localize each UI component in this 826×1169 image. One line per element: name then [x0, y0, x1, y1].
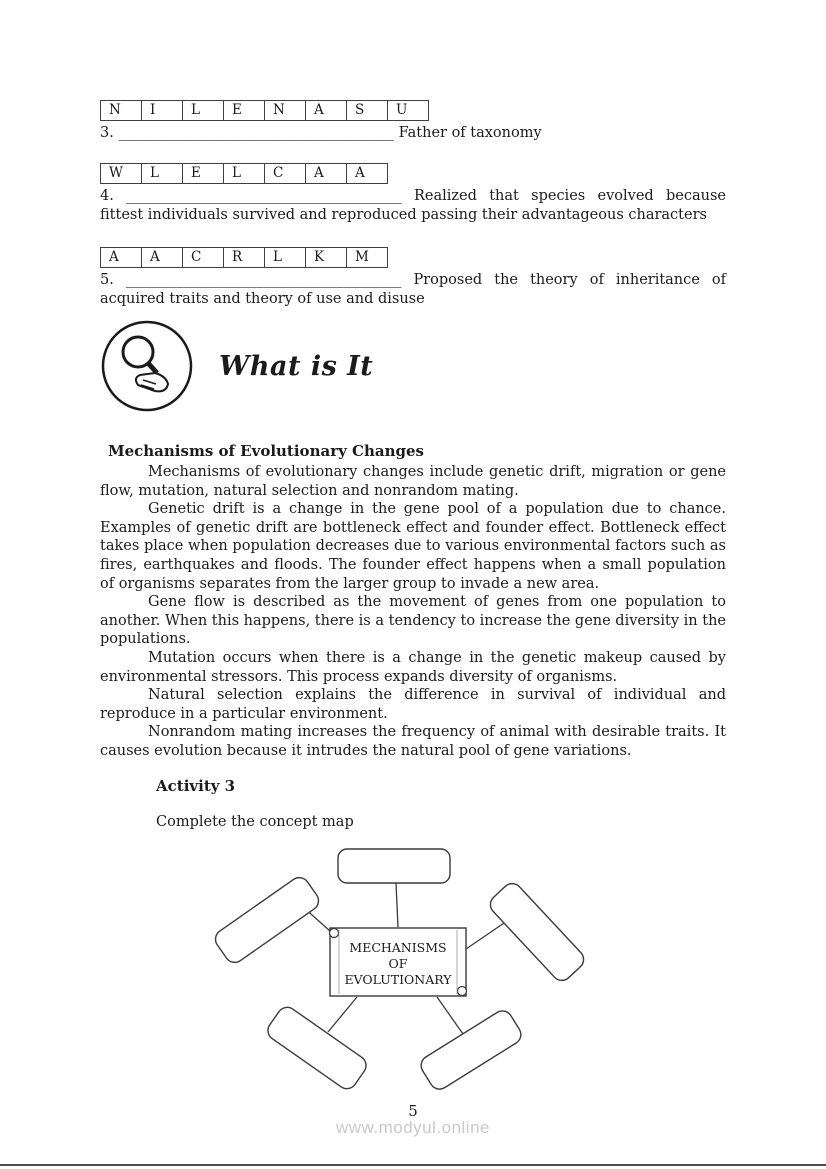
- paragraph-5: Natural selection explains the difference in survival of individual and reproduce in a particular environment.: [100, 687, 726, 722]
- clue-text: Proposed the theory of inheritance of acquired traits and theory of use and disuse: [100, 272, 727, 307]
- letter-cell: L: [141, 163, 183, 184]
- concept-map: [100, 842, 726, 1098]
- letter-cell: A: [305, 163, 347, 184]
- letter-cell: W: [100, 163, 142, 184]
- letter-cell: U: [387, 100, 429, 121]
- letter-cell: R: [223, 247, 265, 268]
- letter-cell: L: [264, 247, 306, 268]
- paragraph-4: Mutation occurs when there is a change in the genetic makeup caused by environmental stressors. This process expands diversity of organisms.: [100, 649, 726, 685]
- letter-cell: A: [141, 247, 183, 268]
- connector-bottom-right: [437, 997, 463, 1034]
- letter-tile-row-5: [100, 247, 726, 268]
- clue-text: Father of taxonomy: [398, 125, 542, 141]
- letter-cell: A: [346, 163, 388, 184]
- connector-upper-right: [466, 921, 507, 949]
- paragraph-1: Mechanisms of evolutionary changes include genetic drift, migration or gene flow, mutation, natural selection and nonrandom mating.: [100, 464, 726, 499]
- answer-blank: ______________________________________: [126, 188, 402, 204]
- concept-box-upper-right: [486, 879, 587, 984]
- letter-cell: A: [305, 100, 347, 121]
- central-scroll: [330, 928, 467, 996]
- letter-cell: L: [182, 100, 224, 121]
- clue-line-5: [100, 271, 726, 309]
- clue-text: Realized that species evolved because fittest individuals survived and reproduced passing their advantageous characters: [100, 188, 727, 223]
- answer-blank: ______________________________________: [118, 125, 394, 141]
- letter-cell: I: [141, 100, 183, 121]
- paragraph-3: Gene flow is described as the movement of genes from one population to another. When this happens, there is a tendency to increase the gene diversity in the populations.: [100, 594, 726, 648]
- magnifier-icon: [100, 319, 195, 414]
- paragraph-6: Nonrandom mating increases the frequency of animal with desirable traits. It causes evolution because it intrudes the natural pool of gene variations.: [100, 724, 726, 759]
- clue-line-3: [100, 124, 726, 143]
- answer-blank: ______________________________________: [125, 272, 402, 288]
- connector-top: [396, 883, 398, 927]
- letter-cell: C: [182, 247, 224, 268]
- activity-title: Activity 3: [156, 776, 236, 795]
- scroll-text-line1: MECHANISMS: [349, 939, 447, 955]
- item-number: 4.: [100, 188, 114, 204]
- scroll-text-line2: OF: [388, 955, 408, 971]
- letter-cell: A: [100, 247, 142, 268]
- letter-tile-row-4: [100, 163, 726, 184]
- letter-cell: E: [182, 163, 224, 184]
- connector-bottom-left: [328, 997, 357, 1032]
- letter-tile-row-3: [100, 100, 726, 121]
- letter-cell: M: [346, 247, 388, 268]
- letter-cell: N: [264, 100, 306, 121]
- paragraph-2: Genetic drift is a change in the gene pool of a population due to chance. Examples of genetic drift are bottleneck effect and founder effect. Bottleneck effect takes place when population decreases due to various environmental factors such as fires, earthquakes and floods. The founder effect happens when a small population of organisms separates from the larger group to invade a new area.: [100, 501, 726, 592]
- letter-cell: S: [346, 100, 388, 121]
- concept-box-upper-left: [212, 873, 323, 966]
- concept-box-bottom-left: [264, 1003, 370, 1092]
- letter-cell: E: [223, 100, 265, 121]
- concept-box-bottom-right: [417, 1007, 524, 1093]
- letter-cell: C: [264, 163, 306, 184]
- clue-line-4: [100, 187, 726, 225]
- watermark: www.modyul.online: [335, 1118, 490, 1137]
- content-heading: Mechanisms of Evolutionary Changes: [108, 442, 424, 460]
- concept-map-diagram: [170, 842, 690, 1098]
- item-number: 5.: [100, 272, 114, 288]
- item-number: 3.: [100, 125, 114, 141]
- scroll-text-line3: EVOLUTIONARY: [344, 971, 452, 987]
- letter-cell: N: [100, 100, 142, 121]
- what-is-it-banner: [100, 319, 726, 414]
- page-bottom-edge: [0, 1164, 826, 1166]
- section-title: What is It: [219, 351, 374, 382]
- concept-box-top: [338, 849, 450, 883]
- letter-cell: L: [223, 163, 265, 184]
- page-number: 5: [408, 1101, 418, 1120]
- letter-cell: K: [305, 247, 347, 268]
- activity-instruction: Complete the concept map: [156, 813, 354, 830]
